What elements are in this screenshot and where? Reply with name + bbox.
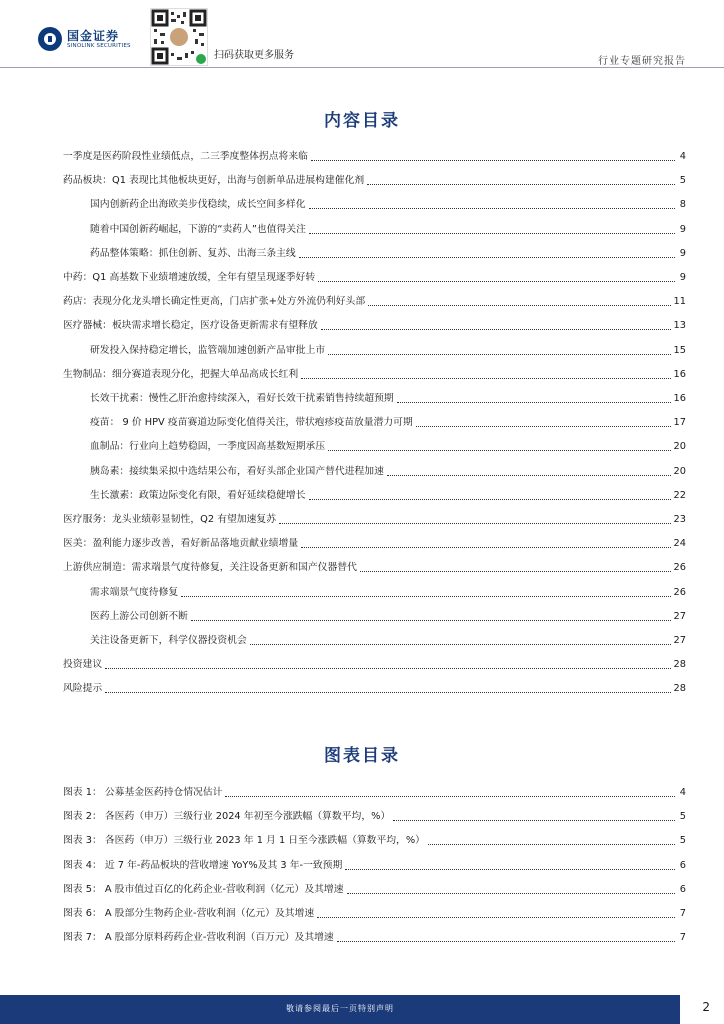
figure-entry-page: 7 bbox=[679, 932, 686, 944]
page-header bbox=[0, 0, 724, 70]
dot-leader bbox=[397, 402, 671, 403]
qr-caption: 扫码获取更多服务 bbox=[214, 50, 294, 61]
contents-entry-label: 药品板块：Q1 表现比其他板块更好，出海与创新单品进展构建催化剂 bbox=[63, 175, 365, 187]
contents-entry-label: 血制品：行业向上趋势稳固，一季度因高基数短期承压 bbox=[90, 441, 326, 453]
sinolink-logo-icon bbox=[38, 27, 62, 51]
figure-entry-page: 5 bbox=[679, 811, 686, 823]
contents-entry-label: 医美：盈利能力逐步改善，看好新品落地贡献业绩增量 bbox=[63, 538, 299, 550]
contents-entry-label: 一季度是医药阶段性业绩低点，二三季度整体拐点将来临 bbox=[63, 151, 308, 162]
contents-entry-page: 4 bbox=[679, 151, 686, 162]
contents-entry-label: 疫苗： 9 价 HPV 疫苗赛道边际变化值得关注，带状疱疹疫苗放量潜力可期 bbox=[90, 417, 413, 429]
contents-entry[interactable] bbox=[63, 537, 686, 551]
contents-entry-page: 16 bbox=[673, 368, 686, 380]
figure-entry-page: 7 bbox=[679, 908, 686, 919]
contents-entry[interactable] bbox=[90, 610, 686, 624]
dot-leader bbox=[105, 692, 670, 693]
dot-leader bbox=[309, 499, 671, 500]
dot-leader bbox=[347, 893, 675, 894]
figure-entry-label: 图表 5： A 股市值过百亿的化药企业-营收利润（亿元）及其增速 bbox=[63, 883, 344, 895]
contents-entry[interactable] bbox=[90, 198, 686, 212]
report-type: 行业专题研究报告 bbox=[598, 56, 686, 67]
figure-entry[interactable] bbox=[63, 859, 686, 873]
figure-entry[interactable] bbox=[63, 810, 686, 824]
figure-entry[interactable] bbox=[63, 883, 686, 897]
contents-entry-label: 生物制品：细分赛道表现分化，把握大单品高成长红利 bbox=[63, 368, 299, 380]
contents-entry[interactable] bbox=[63, 271, 686, 285]
contents-entry-page: 11 bbox=[673, 296, 686, 308]
figure-entry-page: 6 bbox=[679, 883, 686, 895]
dot-leader bbox=[309, 233, 675, 234]
contents-entry-page: 8 bbox=[679, 199, 686, 211]
contents-entry-page: 9 bbox=[679, 223, 686, 235]
contents-entry-label: 医药上游公司创新不断 bbox=[90, 610, 188, 622]
contents-entry-label: 生长激素：政策边际变化有限，看好延续稳健增长 bbox=[90, 489, 306, 501]
dot-leader bbox=[225, 796, 675, 797]
contents-entry-page: 16 bbox=[673, 393, 686, 404]
contents-entry-label: 投资建议 bbox=[63, 659, 103, 671]
contents-entry-label: 医疗服务：龙头业绩彰显韧性，Q2 有望加速复苏 bbox=[63, 514, 276, 525]
contents-entry-label: 关注设备更新下，科学仪器投资机会 bbox=[90, 635, 247, 646]
contents-entry-page: 28 bbox=[673, 683, 686, 695]
contents-entry[interactable] bbox=[90, 416, 686, 430]
dot-leader bbox=[250, 644, 671, 645]
contents-entry-page: 5 bbox=[679, 175, 686, 187]
contents-entry[interactable] bbox=[90, 344, 686, 358]
footer-notice: 敬请参阅最后一页特别声明 bbox=[286, 1004, 394, 1013]
contents-entry-page: 13 bbox=[673, 320, 686, 332]
dot-leader bbox=[318, 281, 675, 282]
contents-entry-label: 中药：Q1 高基数下业绩增速放缓，全年有望呈现逐季好转 bbox=[63, 272, 316, 283]
contents-entry-page: 9 bbox=[679, 272, 686, 283]
contents-entry[interactable] bbox=[63, 174, 686, 188]
contents-entry[interactable] bbox=[90, 489, 686, 503]
contents-entry-page: 23 bbox=[673, 514, 686, 525]
figure-entry[interactable] bbox=[63, 834, 686, 848]
contents-entry-label: 药店：表现分化龙头增长确定性更高，门店扩张+处方外流仍利好头部 bbox=[63, 296, 366, 308]
dot-leader bbox=[105, 668, 670, 669]
figure-entry[interactable] bbox=[63, 931, 686, 945]
figures-title: 图表目录 bbox=[324, 746, 400, 766]
contents-entry-label: 胰岛素：接续集采拟中选结果公布，看好头部企业国产替代进程加速 bbox=[90, 465, 384, 477]
dot-leader bbox=[301, 378, 670, 379]
dot-leader bbox=[321, 329, 671, 330]
dot-leader bbox=[328, 450, 670, 451]
figure-entry-label: 图表 2： 各医药（申万）三级行业 2024 年初至今涨跌幅（算数平均，%） bbox=[63, 811, 391, 823]
contents-entry-page: 26 bbox=[673, 586, 686, 598]
contents-entry-label: 药品整体策略：抓住创新、复苏、出海三条主线 bbox=[90, 247, 296, 259]
dot-leader bbox=[299, 257, 675, 258]
figure-entry-page: 4 bbox=[679, 787, 686, 798]
contents-title: 内容目录 bbox=[324, 111, 400, 131]
contents-entry-page: 15 bbox=[673, 344, 686, 356]
contents-entry[interactable] bbox=[63, 368, 686, 382]
contents-entry-page: 28 bbox=[673, 659, 686, 671]
dot-leader bbox=[309, 208, 675, 209]
contents-entry[interactable] bbox=[63, 561, 686, 575]
figure-entry-label: 图表 6： A 股部分生物药企业-营收利润（亿元）及其增速 bbox=[63, 908, 315, 919]
contents-entry[interactable] bbox=[63, 682, 686, 696]
contents-entry[interactable] bbox=[90, 440, 686, 454]
dot-leader bbox=[428, 844, 675, 845]
contents-entry-label: 研发投入保持稳定增长，监管端加速创新产品审批上市 bbox=[90, 344, 326, 356]
contents-entry-page: 26 bbox=[673, 562, 686, 574]
figure-entry-label: 图表 1： 公募基金医药持仓情况估计 bbox=[63, 787, 223, 798]
figure-entry[interactable] bbox=[63, 786, 686, 800]
figure-entry-label: 图表 4： 近 7 年-药品板块的营收增速 YoY%及其 3 年-一致预期 bbox=[63, 859, 343, 871]
dot-leader bbox=[367, 184, 675, 185]
contents-entry-page: 20 bbox=[673, 465, 686, 477]
figure-entry-page: 6 bbox=[679, 859, 686, 871]
contents-entry-page: 9 bbox=[679, 247, 686, 259]
contents-entry[interactable] bbox=[63, 658, 686, 672]
contents-entry-label: 医疗器械：板块需求增长稳定，医疗设备更新需求有望释放 bbox=[63, 320, 318, 332]
dot-leader bbox=[345, 869, 675, 870]
dot-leader bbox=[328, 354, 670, 355]
dot-leader bbox=[181, 596, 670, 597]
contents-entry[interactable] bbox=[63, 295, 686, 309]
contents-entry-label: 随着中国创新药崛起，下游的“卖药人”也值得关注 bbox=[90, 223, 306, 235]
contents-entry[interactable] bbox=[90, 465, 686, 479]
header-divider bbox=[0, 67, 724, 68]
contents-entry-page: 27 bbox=[673, 610, 686, 622]
contents-entry-page: 17 bbox=[673, 417, 686, 429]
logo-name-cn: 国金证券 bbox=[67, 28, 120, 43]
dot-leader bbox=[191, 620, 671, 621]
dot-leader bbox=[360, 571, 671, 572]
dot-leader bbox=[317, 917, 675, 918]
dot-leader bbox=[368, 305, 670, 306]
figure-entry[interactable] bbox=[63, 907, 686, 921]
contents-entry-page: 24 bbox=[673, 538, 686, 550]
dot-leader bbox=[301, 547, 670, 548]
contents-entry[interactable] bbox=[90, 223, 686, 237]
contents-entry[interactable] bbox=[90, 634, 686, 648]
contents-entry[interactable] bbox=[90, 586, 686, 600]
contents-entry-label: 上游供应制造：需求端景气度待修复，关注设备更新和国产仪器替代 bbox=[63, 562, 357, 574]
contents-entry-page: 22 bbox=[673, 489, 686, 501]
dot-leader bbox=[311, 160, 675, 161]
figure-entry-page: 5 bbox=[679, 835, 686, 847]
contents-entry-label: 国内创新药企出海欧美步伐稳续，成长空间多样化 bbox=[90, 199, 306, 211]
figure-entry-label: 图表 7： A 股部分原料药药企业-营收利润（百万元）及其增速 bbox=[63, 932, 334, 944]
contents-entry-label: 长效干扰素：慢性乙肝治愈持续深入，看好长效干扰素销售持续超预期 bbox=[90, 393, 394, 404]
contents-entry-label: 需求端景气度待修复 bbox=[90, 586, 179, 598]
contents-entry[interactable] bbox=[63, 513, 686, 527]
contents-entry-page: 27 bbox=[673, 635, 686, 646]
dot-leader bbox=[337, 941, 675, 942]
contents-entry[interactable] bbox=[63, 150, 686, 164]
contents-entry-page: 20 bbox=[673, 441, 686, 453]
contents-entry[interactable] bbox=[90, 392, 686, 406]
contents-entry-label: 风险提示 bbox=[63, 683, 103, 695]
page-number: 2 bbox=[702, 1000, 710, 1014]
dot-leader bbox=[393, 820, 675, 821]
sinolink-logo bbox=[38, 27, 131, 51]
contents-entry[interactable] bbox=[90, 247, 686, 261]
figure-entry-label: 图表 3： 各医药（申万）三级行业 2023 年 1 月 1 日至今涨跌幅（算数平均，%） bbox=[63, 835, 425, 847]
dot-leader bbox=[279, 523, 671, 524]
dot-leader bbox=[416, 426, 671, 427]
logo-name-en: SINOLINK SECURITIES bbox=[67, 42, 131, 49]
qr-code-icon[interactable] bbox=[150, 8, 208, 66]
contents-entry[interactable] bbox=[63, 319, 686, 333]
dot-leader bbox=[387, 475, 671, 476]
